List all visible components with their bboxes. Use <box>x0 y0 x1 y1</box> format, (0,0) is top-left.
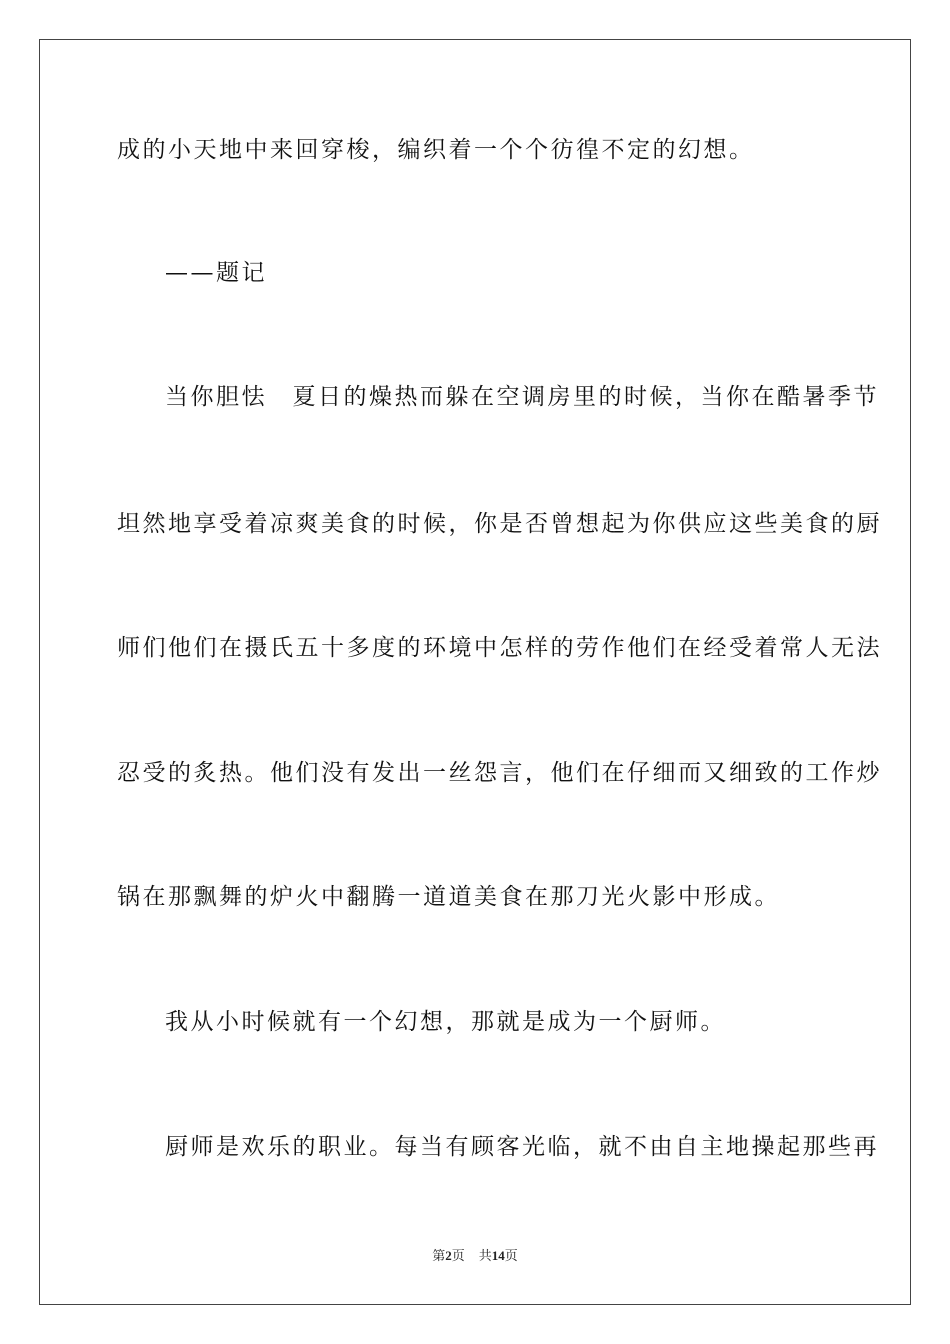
paragraph-1-line-3: 师们他们在摄氏五十多度的环境中怎样的劳作他们在经受着常人无法 <box>117 635 882 661</box>
page-border <box>39 39 911 1305</box>
paragraph-1-line-2: 坦然地享受着凉爽美食的时候，你是否曾想起为你供应这些美食的厨 <box>117 511 882 537</box>
paragraph-1-line-1: 当你胆怯 夏日的燥热而躲在空调房里的时候，当你在酷暑季节 <box>165 384 879 410</box>
paragraph-2-line-1: 我从小时候就有一个幻想，那就是成为一个厨师。 <box>165 1009 726 1035</box>
total-prefix: 共 <box>478 1248 492 1263</box>
current-page-number: 2 <box>445 1248 452 1263</box>
epigraph-attribution: ——题记 <box>165 260 267 286</box>
page-footer <box>0 1247 950 1265</box>
paragraph-1-line-5: 锅在那飘舞的炉火中翻腾一道道美食在那刀光火影中形成。 <box>117 884 780 910</box>
text-line-1: 成的小天地中来回穿梭，编织着一个个彷徨不定的幻想。 <box>117 137 755 163</box>
page-suffix: 页 <box>451 1248 465 1263</box>
paragraph-3-line-1: 厨师是欢乐的职业。每当有顾客光临，就不由自主地操起那些再 <box>165 1134 879 1160</box>
page-prefix: 第 <box>432 1248 446 1263</box>
total-suffix: 页 <box>504 1248 518 1263</box>
paragraph-1-line-4: 忍受的炙热。他们没有发出一丝怨言，他们在仔细而又细致的工作炒 <box>117 760 882 786</box>
total-pages-number: 14 <box>491 1248 505 1263</box>
